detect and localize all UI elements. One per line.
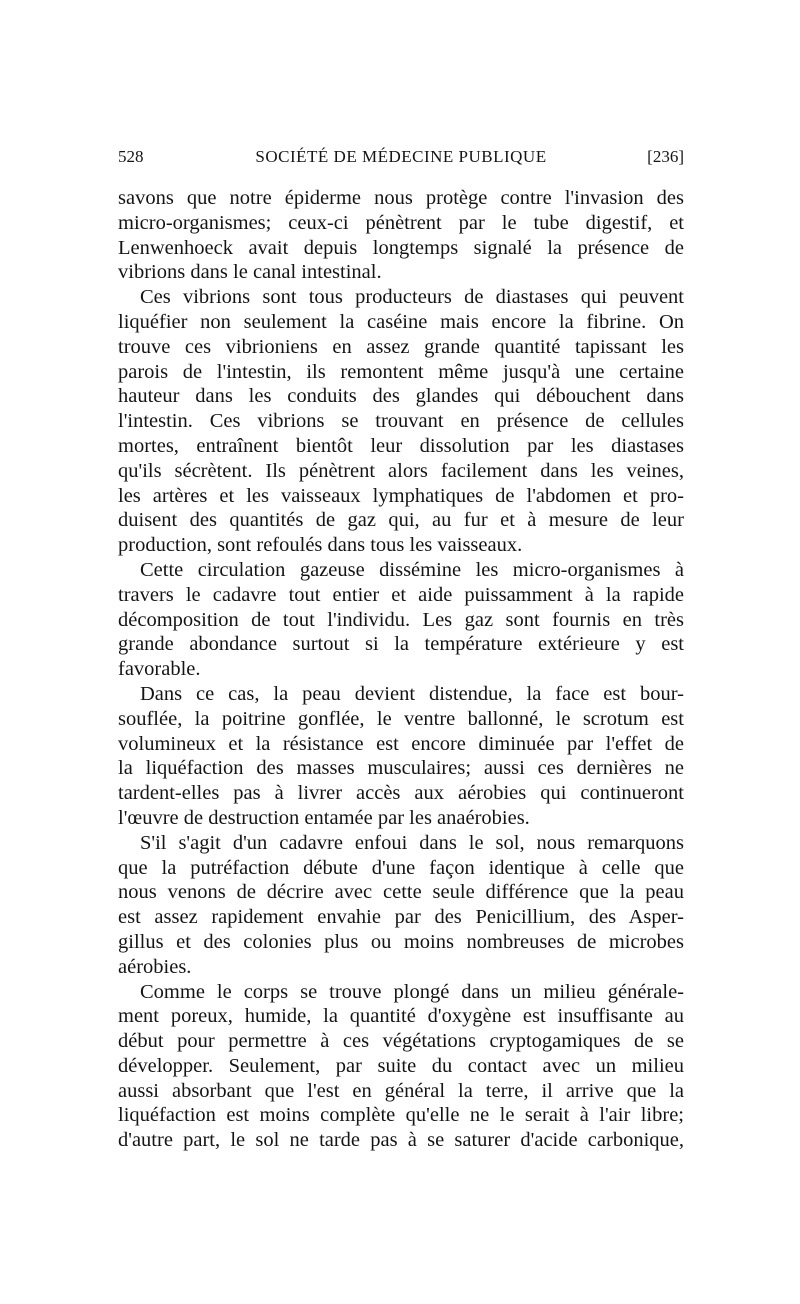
page-header	[118, 147, 684, 173]
text-line: vibrions dans le canal intestinal.	[118, 261, 382, 284]
text-line: Lenwenhoeck avait depuis longtemps signalé la présence de	[118, 236, 684, 259]
text-line: volumineux et la résistance est encore diminuée par l'effet de	[118, 732, 684, 755]
text-line: d'autre part, le sol ne tarde pas à se saturer d'acide carbonique,	[118, 1129, 684, 1152]
text-line: liquéfaction est moins complète qu'elle ne le serait à l'air libre;	[118, 1104, 684, 1127]
text-line: S'il s'agit d'un cadavre enfoui dans le sol, nous remarquons	[140, 831, 684, 854]
running-title: SOCIÉTÉ DE MÉDECINE PUBLIQUE	[255, 147, 547, 166]
text-line: savons que notre épiderme nous protège contre l'invasion des	[118, 187, 684, 209]
text-line: favorable.	[118, 658, 201, 681]
text-line: ment poreux, humide, la quantité d'oxygène est insuffisante au	[118, 1005, 684, 1028]
text-line: parois de l'intestin, ils remontent même jusqu'à une certaine	[118, 360, 684, 383]
text-line: les artères et les vaisseaux lymphatiques de l'abdomen et pro-	[118, 484, 684, 507]
text-line: grande abondance surtout si la température extérieure y est	[118, 633, 684, 656]
body-text	[118, 186, 684, 1153]
text-line: mortes, entraînent bientôt leur dissolution par les diastases	[118, 434, 684, 457]
text-line: qu'ils sécrètent. Ils pénètrent alors facilement dans les veines,	[118, 459, 684, 482]
text-line: début pour permettre à ces végétations cryptogamiques de se	[118, 1030, 684, 1053]
text-line: que la putréfaction débute d'une façon identique à celle que	[118, 856, 684, 879]
text-line: trouve ces vibrioniens en assez grande quantité tapissant les	[118, 335, 684, 358]
text-line: Comme le corps se trouve plongé dans un milieu générale-	[140, 980, 684, 1003]
text-line: décomposition de tout l'individu. Les gaz sont fournis en très	[118, 608, 684, 631]
text-line: Dans ce cas, la peau devient distendue, la face est bour-	[140, 682, 684, 705]
page-reference: [236]	[647, 147, 684, 166]
text-line: travers le cadavre tout entier et aide puissamment à la rapide	[118, 583, 684, 606]
text-line: souflée, la poitrine gonflée, le ventre ballonné, le scrotum est	[118, 707, 684, 730]
text-line: est assez rapidement envahie par des Penicillium, des Asper-	[118, 906, 684, 929]
text-line: liquéfier non seulement la caséine mais encore la fibrine. On	[118, 310, 684, 333]
text-line: duisent des quantités de gaz qui, au fur et à mesure de leur	[118, 509, 684, 532]
text-line: la liquéfaction des masses musculaires; aussi ces dernières ne	[118, 757, 684, 780]
text-line: aérobies.	[118, 955, 192, 978]
text-line: tardent-elles pas à livrer accès aux aérobies qui continueront	[118, 782, 684, 805]
text-line: production, sont refoulés dans tous les vaisseaux.	[118, 534, 523, 557]
text-line: Cette circulation gazeuse dissémine les micro-organismes à	[140, 558, 684, 581]
text-line: Ces vibrions sont tous producteurs de diastases qui peuvent	[140, 286, 684, 309]
text-line: gillus et des colonies plus ou moins nombreuses de microbes	[118, 930, 684, 953]
text-line: développer. Seulement, par suite du contact avec un milieu	[118, 1054, 684, 1077]
text-line: aussi absorbant que l'est en général la terre, il arrive que la	[118, 1079, 684, 1102]
text-line: micro-organismes; ceux-ci pénètrent par le tube digestif, et	[118, 211, 684, 234]
text-line: l'intestin. Ces vibrions se trouvant en présence de cellules	[118, 410, 684, 433]
text-line: hauteur dans les conduits des glandes qui débouchent dans	[118, 385, 684, 408]
page-number: 528	[118, 147, 144, 166]
text-line: l'œuvre de destruction entamée par les anaérobies.	[118, 806, 530, 829]
text-line: nous venons de décrire avec cette seule différence que la peau	[118, 881, 684, 904]
